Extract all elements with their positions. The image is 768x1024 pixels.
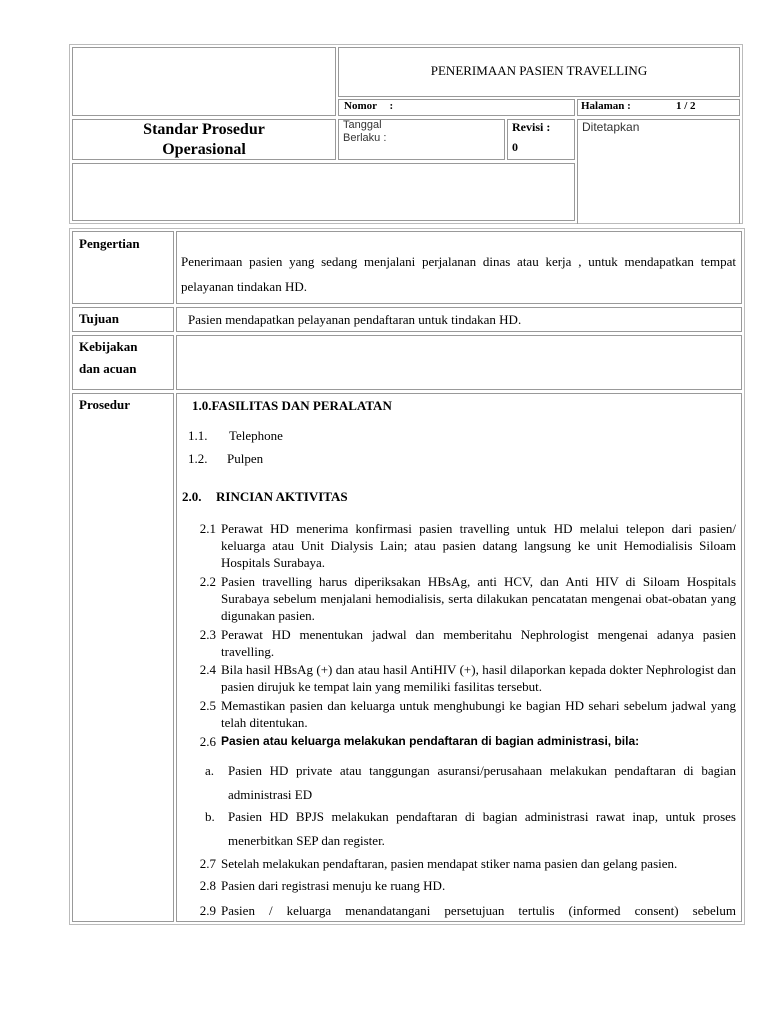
step-2-7 — [194, 855, 736, 873]
step-number: 2.6 — [199, 734, 216, 749]
step-2-3 — [194, 626, 736, 661]
step-text: Memastikan pasien dan keluarga untuk menghubungi ke bagian HD sehari sebelum jadwal yang telah ditentukan. — [221, 698, 736, 730]
section2-title: RINCIAN AKTIVITAS — [216, 489, 348, 504]
tanggal-label-line2: Berlaku : — [343, 132, 387, 144]
section1-item-1 — [188, 424, 388, 448]
section1-item-num: 1.2. — [188, 451, 208, 466]
sub-item-a — [205, 759, 736, 807]
step-text: Perawat HD menentukan jadwal dan memberitahu Nephrologist mengenai adanya pasien travelling. — [221, 627, 736, 659]
signature-cell — [72, 163, 575, 221]
sub-item-letter: a. — [205, 763, 215, 778]
tujuan-text: Pasien mendapatkan pelayanan pendaftaran untuk tindakan HD. — [188, 312, 522, 327]
step-2-4 — [194, 661, 736, 696]
revisi-value: 0 — [512, 140, 518, 154]
step-number: 2.7 — [199, 856, 216, 871]
sub-item-b — [205, 805, 736, 853]
step-2-6 — [194, 733, 736, 753]
prosedur-label-cell — [72, 393, 174, 922]
step-text: Pasien dari registrasi menuju ke ruang HD. — [221, 878, 446, 893]
step-2-1 — [194, 520, 736, 572]
tujuan-label: Tujuan — [79, 311, 119, 326]
logo-cell — [72, 47, 336, 116]
step-text: Pasien travelling harus diperiksakan HBsAg, anti HCV, dan Anti HIV di Siloam Hospitals Surabaya sebelum menjalani hemodialisis, serta dilakukan pencatatan mengenai obat-obatan yang digunakan pasien. — [221, 574, 736, 623]
step-2-5 — [194, 697, 736, 732]
ditetapkan-label: Ditetapkan — [582, 120, 640, 134]
kebijakan-label-line2: dan acuan — [79, 361, 137, 376]
section2-number: 2.0. — [182, 489, 202, 504]
revisi-label: Revisi : — [512, 120, 551, 134]
step-2-2 — [194, 573, 736, 625]
pengertian-text: Penerimaan pasien yang sedang menjalani perjalanan dinas atau kerja , untuk mendapatkan tempat pelayanan tindakan HD. — [181, 254, 736, 294]
nomor-label: Nomor : — [344, 100, 394, 112]
sub-item-letter: b. — [205, 809, 215, 824]
step-text: Perawat HD menerima konfirmasi pasien travelling untuk HD melalui telepon dari pasien/ keluarga atau Unit Dialysis Lain; atau pasien datang langsung ke unit Hemodialisis Siloam Hospitals Surabaya. — [221, 521, 736, 570]
step-number: 2.5 — [199, 698, 216, 713]
section1-item-text: Pulpen — [227, 451, 264, 466]
step-text: Pasien atau keluarga melakukan pendaftaran di bagian administrasi, bila: — [221, 734, 640, 748]
tanggal-label-line1: Tanggal — [343, 119, 382, 131]
document-title: PENERIMAAN PASIEN TRAVELLING — [430, 63, 648, 78]
section1-item-2 — [188, 447, 388, 471]
step-2-9 — [194, 902, 736, 920]
ditetapkan-cell — [577, 119, 740, 224]
sub-item-text: Pasien HD private atau tanggungan asuransi/perusahaan melakukan pendaftaran di bagian administrasi ED — [228, 763, 736, 802]
step-number: 2.1 — [199, 521, 216, 536]
section1-item-text: Telephone — [229, 428, 283, 443]
sub-item-text: Pasien HD BPJS melakukan pendaftaran di bagian administrasi rawat inap, untuk proses menerbitkan SEP dan register. — [228, 809, 736, 848]
kebijakan-label-line1: Kebijakan — [79, 339, 138, 354]
step-text: Pasien / keluarga menandatangani persetujuan tertulis (informed consent) sebelum — [221, 903, 736, 918]
step-number: 2.4 — [199, 662, 216, 677]
sop-title-line2: Operasional — [162, 141, 246, 158]
step-number: 2.3 — [199, 627, 216, 642]
pengertian-label: Pengertian — [79, 236, 140, 251]
prosedur-label: Prosedur — [79, 397, 131, 412]
step-2-8 — [194, 877, 736, 895]
section1-title: 1.0.FASILITAS DAN PERALATAN — [192, 398, 392, 413]
step-text: Bila hasil HBsAg (+) dan atau hasil AntiHIV (+), hasil dilaporkan kepada dokter Nephrologist dan pasien dirujuk ke tempat lain yang memiliki fasilitas tersebut. — [221, 662, 736, 694]
step-number: 2.9 — [199, 903, 216, 918]
halaman-label: Halaman : — [581, 100, 631, 112]
step-text: Setelah melakukan pendaftaran, pasien mendapat stiker nama pasien dan gelang pasien. — [221, 856, 678, 871]
halaman-value: 1 / 2 — [676, 100, 696, 112]
sop-title-line1: Standar Prosedur — [143, 121, 265, 138]
step-number: 2.2 — [199, 574, 216, 589]
step-number: 2.8 — [199, 878, 216, 893]
kebijakan-content-cell — [176, 335, 742, 390]
section1-item-num: 1.1. — [188, 428, 208, 443]
